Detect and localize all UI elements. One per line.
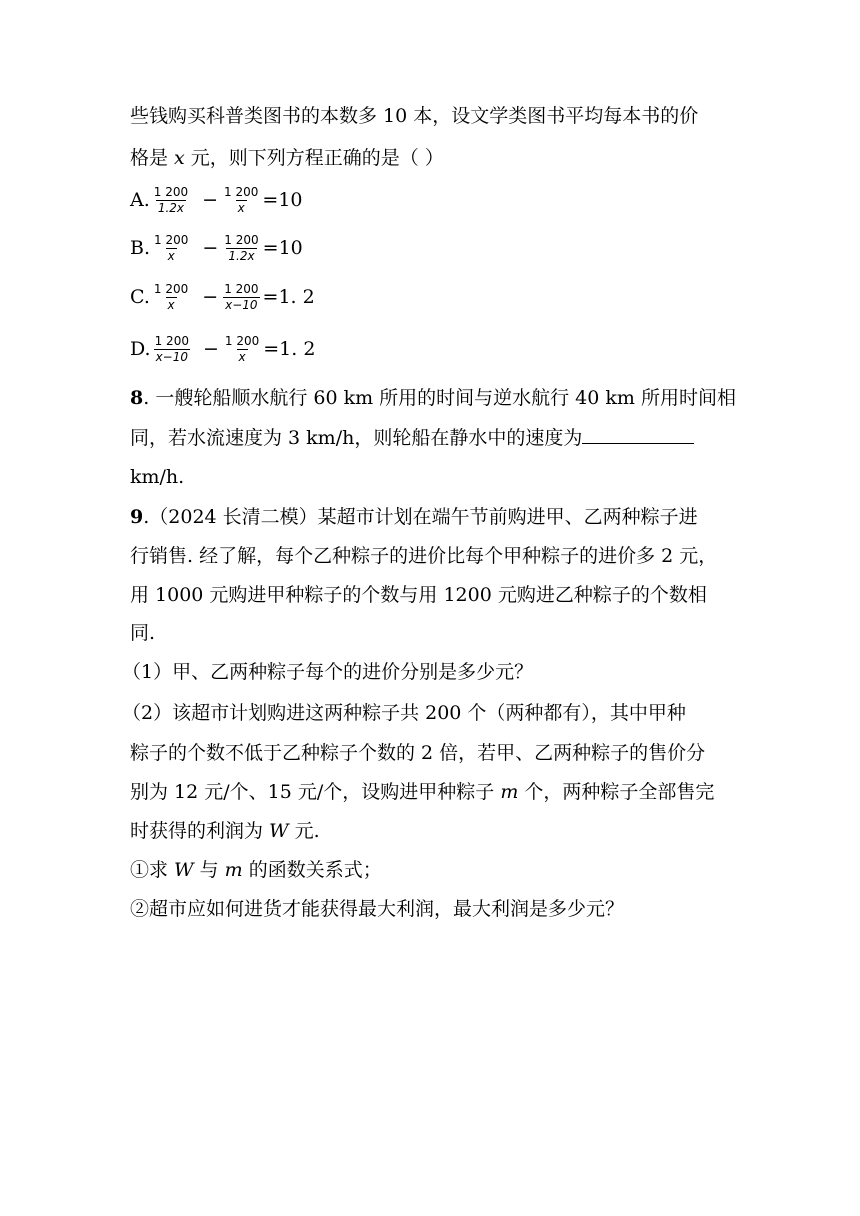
equation-rhs: =10 <box>262 189 303 211</box>
denominator: x <box>237 200 245 215</box>
q9-text-line-3: 用 1000 元购进甲种粽子的个数与用 1200 元购进乙种粽子的个数相 <box>130 584 707 606</box>
q8-text-segment: 同，若水流速度为 3 km/h，则轮船在静水中的速度为 <box>130 427 583 449</box>
q8-text-line-1 <box>130 385 740 411</box>
option-label: A. <box>130 189 150 211</box>
q9-text-segment: 个，两种粽子全部售完 <box>518 781 715 803</box>
equation-rhs: =1. 2 <box>263 338 316 360</box>
option-d <box>130 327 315 371</box>
fraction <box>222 282 260 313</box>
variable-x: x <box>174 147 185 169</box>
q8-text-line-3: km/h. <box>130 466 185 488</box>
numerator: 1 200 <box>153 281 189 296</box>
numerator: 1 200 <box>154 333 189 348</box>
q9-subquestion-1: （1）甲、乙两种粽子每个的进价分别是多少元？ <box>122 661 534 683</box>
numerator: 1 200 <box>224 184 259 199</box>
q9-item-2: ②超市应如何进货才能获得最大利润，最大利润是多少元？ <box>130 898 625 920</box>
variable-w: W <box>174 859 194 881</box>
numerator: 1 200 <box>224 333 260 348</box>
q9-subquestion-2-line-1: （2）该超市计划购进这两种粽子共 200 个（两种都有），其中甲种 <box>122 702 686 724</box>
fraction <box>222 185 260 216</box>
minus-sign: − <box>202 286 219 308</box>
variable-m: m <box>500 781 519 803</box>
q9-text-segment: 的函数关系式； <box>242 859 382 881</box>
q9-subquestion-2-line-4 <box>130 818 740 844</box>
denominator: 1.2x <box>157 200 185 215</box>
option-label: B. <box>130 237 151 259</box>
q9-text-line-2: 行销售. 经了解，每个乙种粽子的进价比每个甲种粽子的进价多 2 元， <box>130 545 718 567</box>
answer-blank[interactable] <box>582 425 694 444</box>
option-c <box>130 275 315 319</box>
denominator: 1.2x <box>228 248 255 263</box>
denominator: x <box>167 297 175 312</box>
equation-rhs: =1. 2 <box>262 286 315 308</box>
q7-text-segment: 格是 <box>130 147 175 169</box>
fraction <box>222 233 260 264</box>
numerator: 1 200 <box>153 184 189 199</box>
fraction <box>223 334 261 365</box>
q9-text-segment: ①求 <box>130 859 175 881</box>
numerator: 1 200 <box>154 232 189 247</box>
q9-subquestion-2-line-3 <box>130 779 740 805</box>
equation-rhs: =10 <box>262 237 303 259</box>
numerator: 1 200 <box>224 281 259 296</box>
question-number: 8 <box>130 387 144 409</box>
fraction <box>153 334 191 365</box>
minus-sign: − <box>202 237 219 259</box>
q9-subquestion-2-line-2: 粽子的个数不低于乙种粽子个数的 2 倍，若甲、乙两种粽子的售价分 <box>130 742 706 764</box>
question-number: 9 <box>130 506 144 528</box>
denominator: x <box>167 248 175 263</box>
q9-text-line-4: 同. <box>130 622 156 644</box>
denominator: x−10 <box>225 297 258 312</box>
numerator: 1 200 <box>224 232 259 247</box>
option-label: C. <box>130 286 150 308</box>
q8-text-line-2 <box>130 425 740 451</box>
variable-m: m <box>224 859 243 881</box>
q8-text-segment: . 一艘轮船顺水航行 60 km 所用的时间与逆水航行 40 km 所用时间相 <box>143 387 736 409</box>
minus-sign: − <box>202 338 219 360</box>
fraction <box>152 185 190 216</box>
q9-text-segment: 别为 12 元/个、15 元/个，设购进甲种粽子 <box>130 781 501 803</box>
denominator: x−10 <box>155 349 188 364</box>
q7-text-segment: 元，则下列方程正确的是（ ） <box>184 147 444 169</box>
q9-text-segment: 与 <box>193 859 225 881</box>
q9-text-segment: 时获得的利润为 <box>130 820 270 842</box>
option-a <box>130 178 303 222</box>
q9-text-segment: 元. <box>288 820 320 842</box>
fraction <box>152 233 190 264</box>
fraction <box>152 282 190 313</box>
q7-text-line-2 <box>130 145 740 171</box>
q9-item-1 <box>130 857 740 883</box>
option-label: D. <box>130 338 151 360</box>
denominator: x <box>238 349 246 364</box>
variable-w: W <box>269 820 289 842</box>
q9-text-line-1 <box>130 504 740 530</box>
option-b <box>130 226 303 270</box>
q7-text-line-1: 些钱购买科普类图书的本数多 10 本，设文学类图书平均每本书的价 <box>130 105 699 127</box>
q9-text-segment: .（2024 长清二模）某超市计划在端午节前购进甲、乙两种粽子进 <box>143 506 698 528</box>
minus-sign: − <box>202 189 219 211</box>
